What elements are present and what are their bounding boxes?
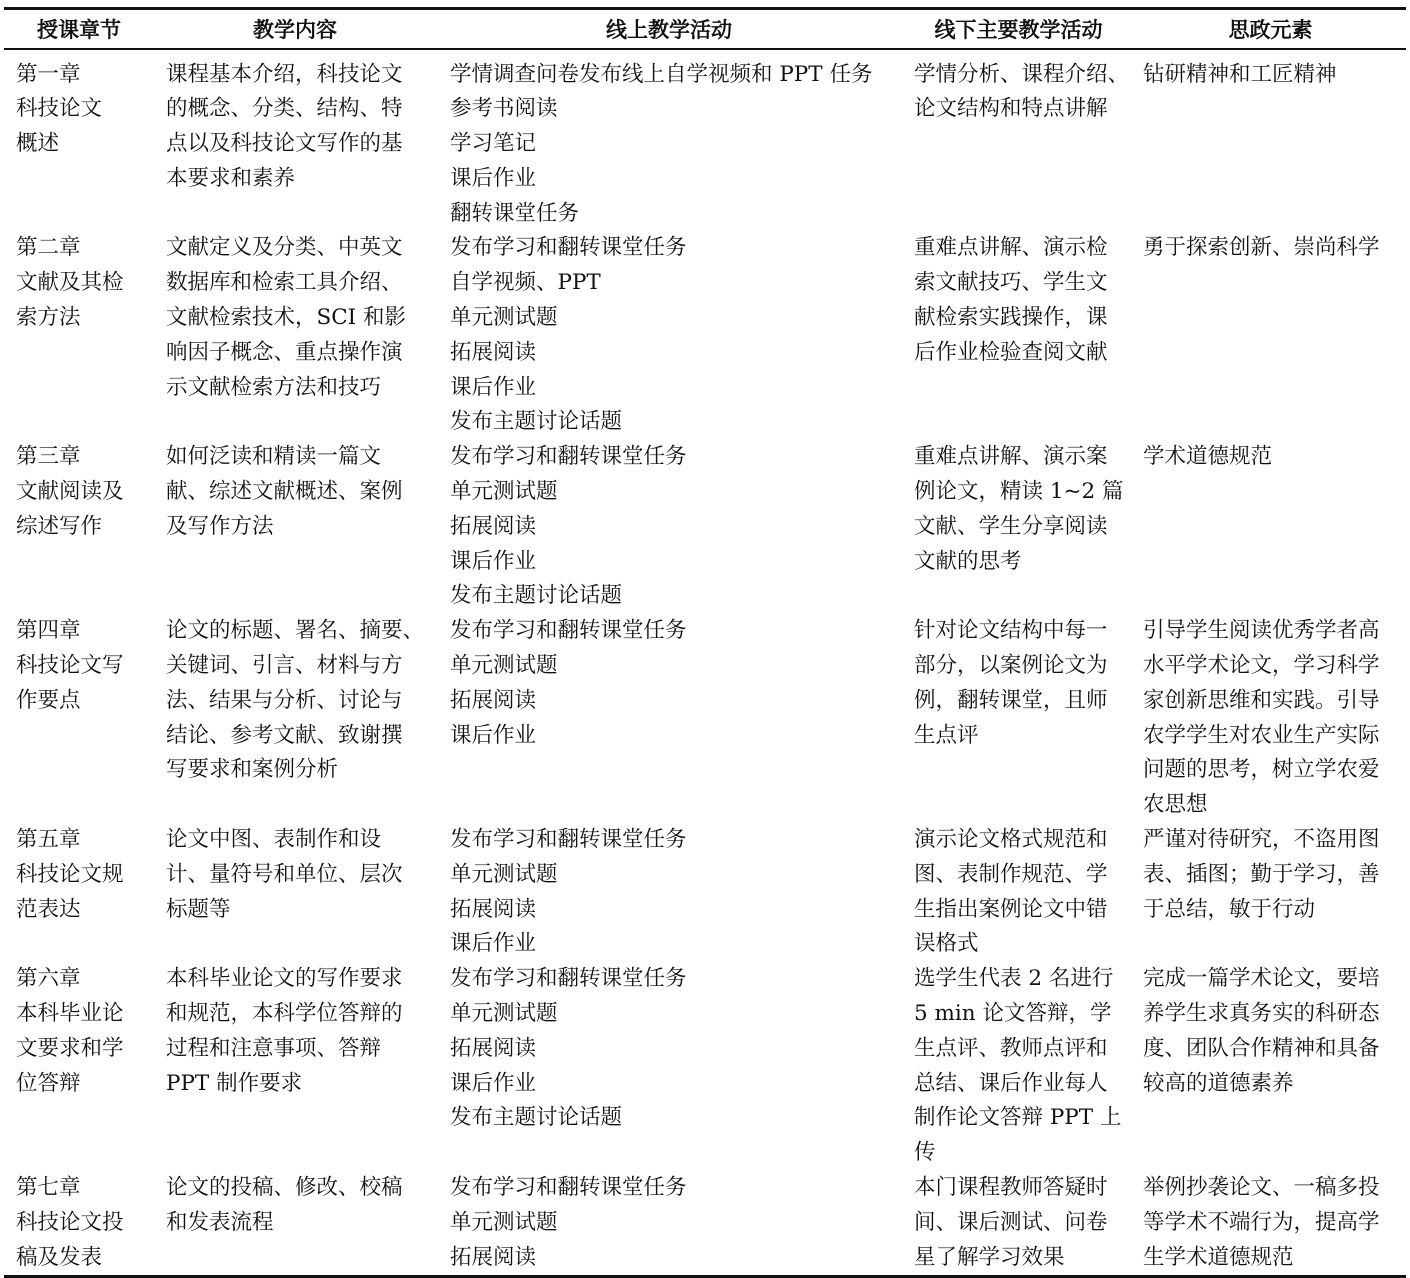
cell-offline-activities-line: 重难点讲解、演示检 [914,235,1108,261]
cell-offline-activities [902,58,1135,128]
cell-ideology-line: 表、插图；勤于学习，善 [1143,861,1380,887]
cell-offline-activities-line: 部分，以案例论文为 [914,653,1108,679]
cell-chapter-line: 第七章 [16,1175,81,1200]
cell-content-line: 文献检索技术，SCI 和影 [166,305,407,331]
cell-ideology-line: 严谨对待研究，不盗用图 [1143,827,1380,853]
cell-content [154,614,436,788]
cell-ideology-line: 钻研精神和工匠精神 [1143,61,1337,87]
cell-online-activities [436,614,902,753]
table-body [4,50,1406,1276]
cell-ideology-line: 完成一篇学术论文，要培 [1143,966,1380,992]
cell-ideology [1135,440,1406,475]
cell-online-activities [436,823,902,962]
cell-content-line: 计、量符号和单位、层次 [166,861,403,887]
cell-offline-activities-line: 生点评 [914,722,979,748]
cell-online-activities [436,1171,902,1275]
cell-content-line: 点以及科技论文写作的基 [166,131,403,157]
cell-ideology [1135,1171,1406,1275]
cell-offline-activities-line: 献检索实践操作，课 [914,305,1108,331]
cell-offline-activities-line: 后作业检验查阅文献 [914,339,1108,365]
cell-content [154,231,436,405]
cell-online-activities-line: 拓展阅读 [450,1035,537,1061]
cell-online-activities-line: 拓展阅读 [450,1244,537,1270]
cell-offline-activities-line: 传 [914,1140,936,1166]
cell-content-line: 数据库和检索工具介绍、 [166,270,403,296]
cell-online-activities-line: 学习笔记 [450,131,537,157]
cell-online-activities-line: 单元测试题 [450,479,558,505]
cell-content-line: 文献定义及分类、中英文 [166,235,403,261]
cell-chapter-line: 第六章 [16,966,81,992]
cell-content-line: 论文的投稿、修改、校稿 [166,1175,403,1200]
cell-chapter-line: 本科毕业论 [16,1001,124,1027]
cell-online-activities [436,962,902,1136]
cell-online-activities-line: 发布学习和翻转课堂任务 [450,444,687,470]
cell-content-line: 标题等 [166,896,231,922]
cell-content [154,1171,436,1241]
cell-offline-activities [902,962,1135,1171]
cell-offline-activities-line: 文献、学生分享阅读 [914,513,1108,539]
cell-ideology [1135,614,1406,823]
cell-chapter-line: 科技论文 [16,96,103,122]
cell-ideology-line: 度、团队合作精神和具备 [1143,1035,1380,1061]
cell-ideology [1135,962,1406,1101]
cell-ideology-line: 于总结，敏于行动 [1143,896,1316,922]
cell-online-activities-line: 翻转课堂任务 [450,200,580,226]
cell-content-line: PPT 制作要求 [166,1070,303,1096]
cell-chapter [4,614,154,718]
cell-content-line: 及写作方法 [166,513,274,539]
cell-online-activities-line: 发布学习和翻转课堂任务 [450,827,687,853]
table-row [4,962,1406,1171]
cell-chapter [4,823,154,927]
cell-online-activities [436,58,902,232]
cell-offline-activities [902,614,1135,753]
cell-offline-activities-line: 例，翻转课堂，且师 [914,687,1108,713]
table-row [4,614,1406,823]
cell-chapter-line: 索方法 [16,305,81,331]
cell-content-line: 如何泛读和精读一篇文 [166,444,382,470]
cell-offline-activities-line: 生指出案例论文中错 [914,896,1108,922]
cell-content-line: 响因子概念、重点操作演 [166,339,403,365]
cell-offline-activities [902,440,1135,579]
cell-offline-activities-line: 生点评、教师点评和 [914,1035,1108,1061]
cell-online-activities-line: 发布主题讨论话题 [450,1105,623,1131]
cell-online-activities [436,440,902,614]
header-offline-activities: 线下主要教学活动 [934,18,1103,42]
cell-chapter-line: 文要求和学 [16,1035,124,1061]
cell-offline-activities-line: 制作论文答辩 PPT 上 [914,1105,1122,1131]
cell-chapter-line: 第二章 [16,235,81,261]
cell-online-activities-line: 发布学习和翻转课堂任务 [450,618,687,644]
header-content: 教学内容 [253,18,337,42]
table-header-row [4,10,1406,48]
cell-offline-activities-line: 学情分析、课程介绍、 [914,61,1130,87]
cell-ideology-line: 勇于探索创新、崇尚科学 [1143,235,1380,261]
cell-online-activities [436,231,902,440]
cell-content-line: 和规范，本科学位答辩的 [166,1001,403,1027]
cell-chapter-line: 作要点 [16,687,81,713]
cell-content-line: 和发表流程 [166,1209,274,1235]
cell-online-activities-line: 课后作业 [450,1070,537,1096]
cell-offline-activities-line: 重难点讲解、演示案 [914,444,1108,470]
cell-chapter [4,962,154,1101]
cell-ideology-line: 学术道德规范 [1143,444,1273,470]
cell-online-activities-line: 参考书阅读 [450,96,558,122]
cell-online-activities-line: 课后作业 [450,165,537,191]
cell-online-activities-line: 发布学习和翻转课堂任务 [450,966,687,992]
cell-online-activities-line: 单元测试题 [450,1001,558,1027]
cell-content-line: 关键词、引言、材料与方 [166,653,403,679]
cell-online-activities-line: 发布主题讨论话题 [450,409,623,435]
cell-offline-activities-line: 例论文，精读 1~2 篇 [914,479,1124,505]
cell-online-activities-line: 发布学习和翻转课堂任务 [450,235,687,261]
cell-chapter-line: 位答辩 [16,1070,81,1096]
cell-chapter-line: 文献及其检 [16,270,124,296]
cell-chapter-line: 科技论文投 [16,1209,124,1235]
cell-content [154,58,436,197]
cell-chapter-line: 稿及发表 [16,1244,103,1270]
cell-online-activities-line: 单元测试题 [450,861,558,887]
cell-ideology-line: 农思想 [1143,792,1208,818]
table-row [4,440,1406,614]
cell-chapter [4,1171,154,1275]
cell-offline-activities-line: 本门课程教师答疑时 [914,1175,1108,1200]
cell-online-activities-line: 发布主题讨论话题 [450,583,623,609]
cell-online-activities-line: 发布学习和翻转课堂任务 [450,1175,687,1200]
header-online-activities: 线上教学活动 [606,18,732,42]
cell-chapter-line: 范表达 [16,896,81,922]
cell-online-activities-line: 单元测试题 [450,1209,558,1235]
cell-content [154,823,436,927]
header-ideology: 思政元素 [1228,18,1313,42]
cell-chapter-line: 科技论文写 [16,653,124,679]
cell-ideology [1135,823,1406,927]
cell-online-activities-line: 拓展阅读 [450,896,537,922]
cell-offline-activities-line: 星了解学习效果 [914,1244,1065,1270]
cell-chapter-line: 第四章 [16,618,81,644]
cell-content-line: 本要求和素养 [166,165,296,191]
cell-chapter [4,231,154,335]
cell-offline-activities-line: 演示论文格式规范和 [914,827,1108,853]
cell-chapter-line: 综述写作 [16,513,103,539]
cell-chapter [4,440,154,544]
cell-online-activities-line: 学情调查问卷发布线上自学视频和 PPT 任务 [450,61,873,87]
cell-ideology [1135,231,1406,266]
cell-offline-activities-line: 误格式 [914,931,979,957]
cell-offline-activities-line: 图、表制作规范、学 [914,861,1108,887]
cell-offline-activities-line: 索文献技巧、学生文 [914,270,1108,296]
course-table [4,7,1406,1278]
cell-content-line: 论文中图、表制作和设 [166,827,382,853]
cell-online-activities-line: 课后作业 [450,374,537,400]
cell-offline-activities-line: 间、课后测试、问卷 [914,1209,1108,1235]
cell-ideology-line: 举例抄袭论文、一稿多投 [1143,1175,1380,1200]
cell-content-line: 本科毕业论文的写作要求 [166,966,403,992]
cell-content-line: 过程和注意事项、答辩 [166,1035,382,1061]
cell-chapter-line: 第三章 [16,444,81,470]
cell-ideology-line: 生学术道德规范 [1143,1244,1294,1270]
cell-content-line: 论文的标题、署名、摘要、 [166,618,425,644]
cell-chapter-line: 科技论文规 [16,861,124,887]
cell-offline-activities-line: 总结、课后作业每人 [914,1070,1108,1096]
cell-chapter [4,58,154,162]
cell-offline-activities [902,231,1135,370]
table-row [4,1171,1406,1275]
cell-offline-activities-line: 文献的思考 [914,548,1022,574]
cell-offline-activities-line: 论文结构和特点讲解 [914,96,1108,122]
cell-content-line: 的概念、分类、结构、特 [166,96,403,122]
cell-online-activities-line: 单元测试题 [450,305,558,331]
table-row [4,231,1406,440]
cell-content-line: 写要求和案例分析 [166,757,339,783]
cell-online-activities-line: 自学视频、PPT [450,270,601,296]
cell-chapter-line: 概述 [16,131,60,157]
cell-ideology-line: 水平学术论文，学习科学 [1143,653,1380,679]
cell-online-activities-line: 课后作业 [450,722,537,748]
cell-ideology-line: 养学生求真务实的科研态 [1143,1001,1380,1027]
cell-ideology-line: 问题的思考，树立学农爱 [1143,757,1380,783]
cell-offline-activities-line: 选学生代表 2 名进行 [914,966,1114,992]
table-row [4,58,1406,232]
cell-online-activities-line: 单元测试题 [450,653,558,679]
cell-ideology [1135,58,1406,93]
cell-chapter-line: 文献阅读及 [16,479,124,505]
cell-online-activities-line: 拓展阅读 [450,687,537,713]
cell-offline-activities [902,1171,1135,1275]
cell-content [154,440,436,544]
cell-content-line: 结论、参考文献、致谢撰 [166,722,403,748]
cell-online-activities-line: 拓展阅读 [450,339,537,365]
cell-content-line: 课程基本介绍，科技论文 [166,61,403,87]
cell-online-activities-line: 课后作业 [450,931,537,957]
cell-content-line: 献、综述文献概述、案例 [166,479,403,505]
cell-content [154,962,436,1101]
table-row [4,823,1406,962]
cell-online-activities-line: 课后作业 [450,548,537,574]
header-chapter: 授课章节 [37,18,121,42]
cell-ideology-line: 农学学生对农业生产实际 [1143,722,1380,748]
cell-offline-activities-line: 5 min 论文答辩，学 [914,1001,1112,1027]
cell-ideology-line: 等学术不端行为，提高学 [1143,1209,1380,1235]
cell-content-line: 示文献检索方法和技巧 [166,374,382,400]
cell-online-activities-line: 拓展阅读 [450,513,537,539]
cell-chapter-line: 第五章 [16,827,81,853]
cell-ideology-line: 引导学生阅读优秀学者高 [1143,618,1380,644]
cell-ideology-line: 较高的道德素养 [1143,1070,1294,1096]
cell-ideology-line: 家创新思维和实践。引导 [1143,687,1380,713]
cell-offline-activities-line: 针对论文结构中每一 [914,618,1108,644]
cell-offline-activities [902,823,1135,962]
cell-content-line: 法、结果与分析、讨论与 [166,687,403,713]
cell-chapter-line: 第一章 [16,61,81,87]
